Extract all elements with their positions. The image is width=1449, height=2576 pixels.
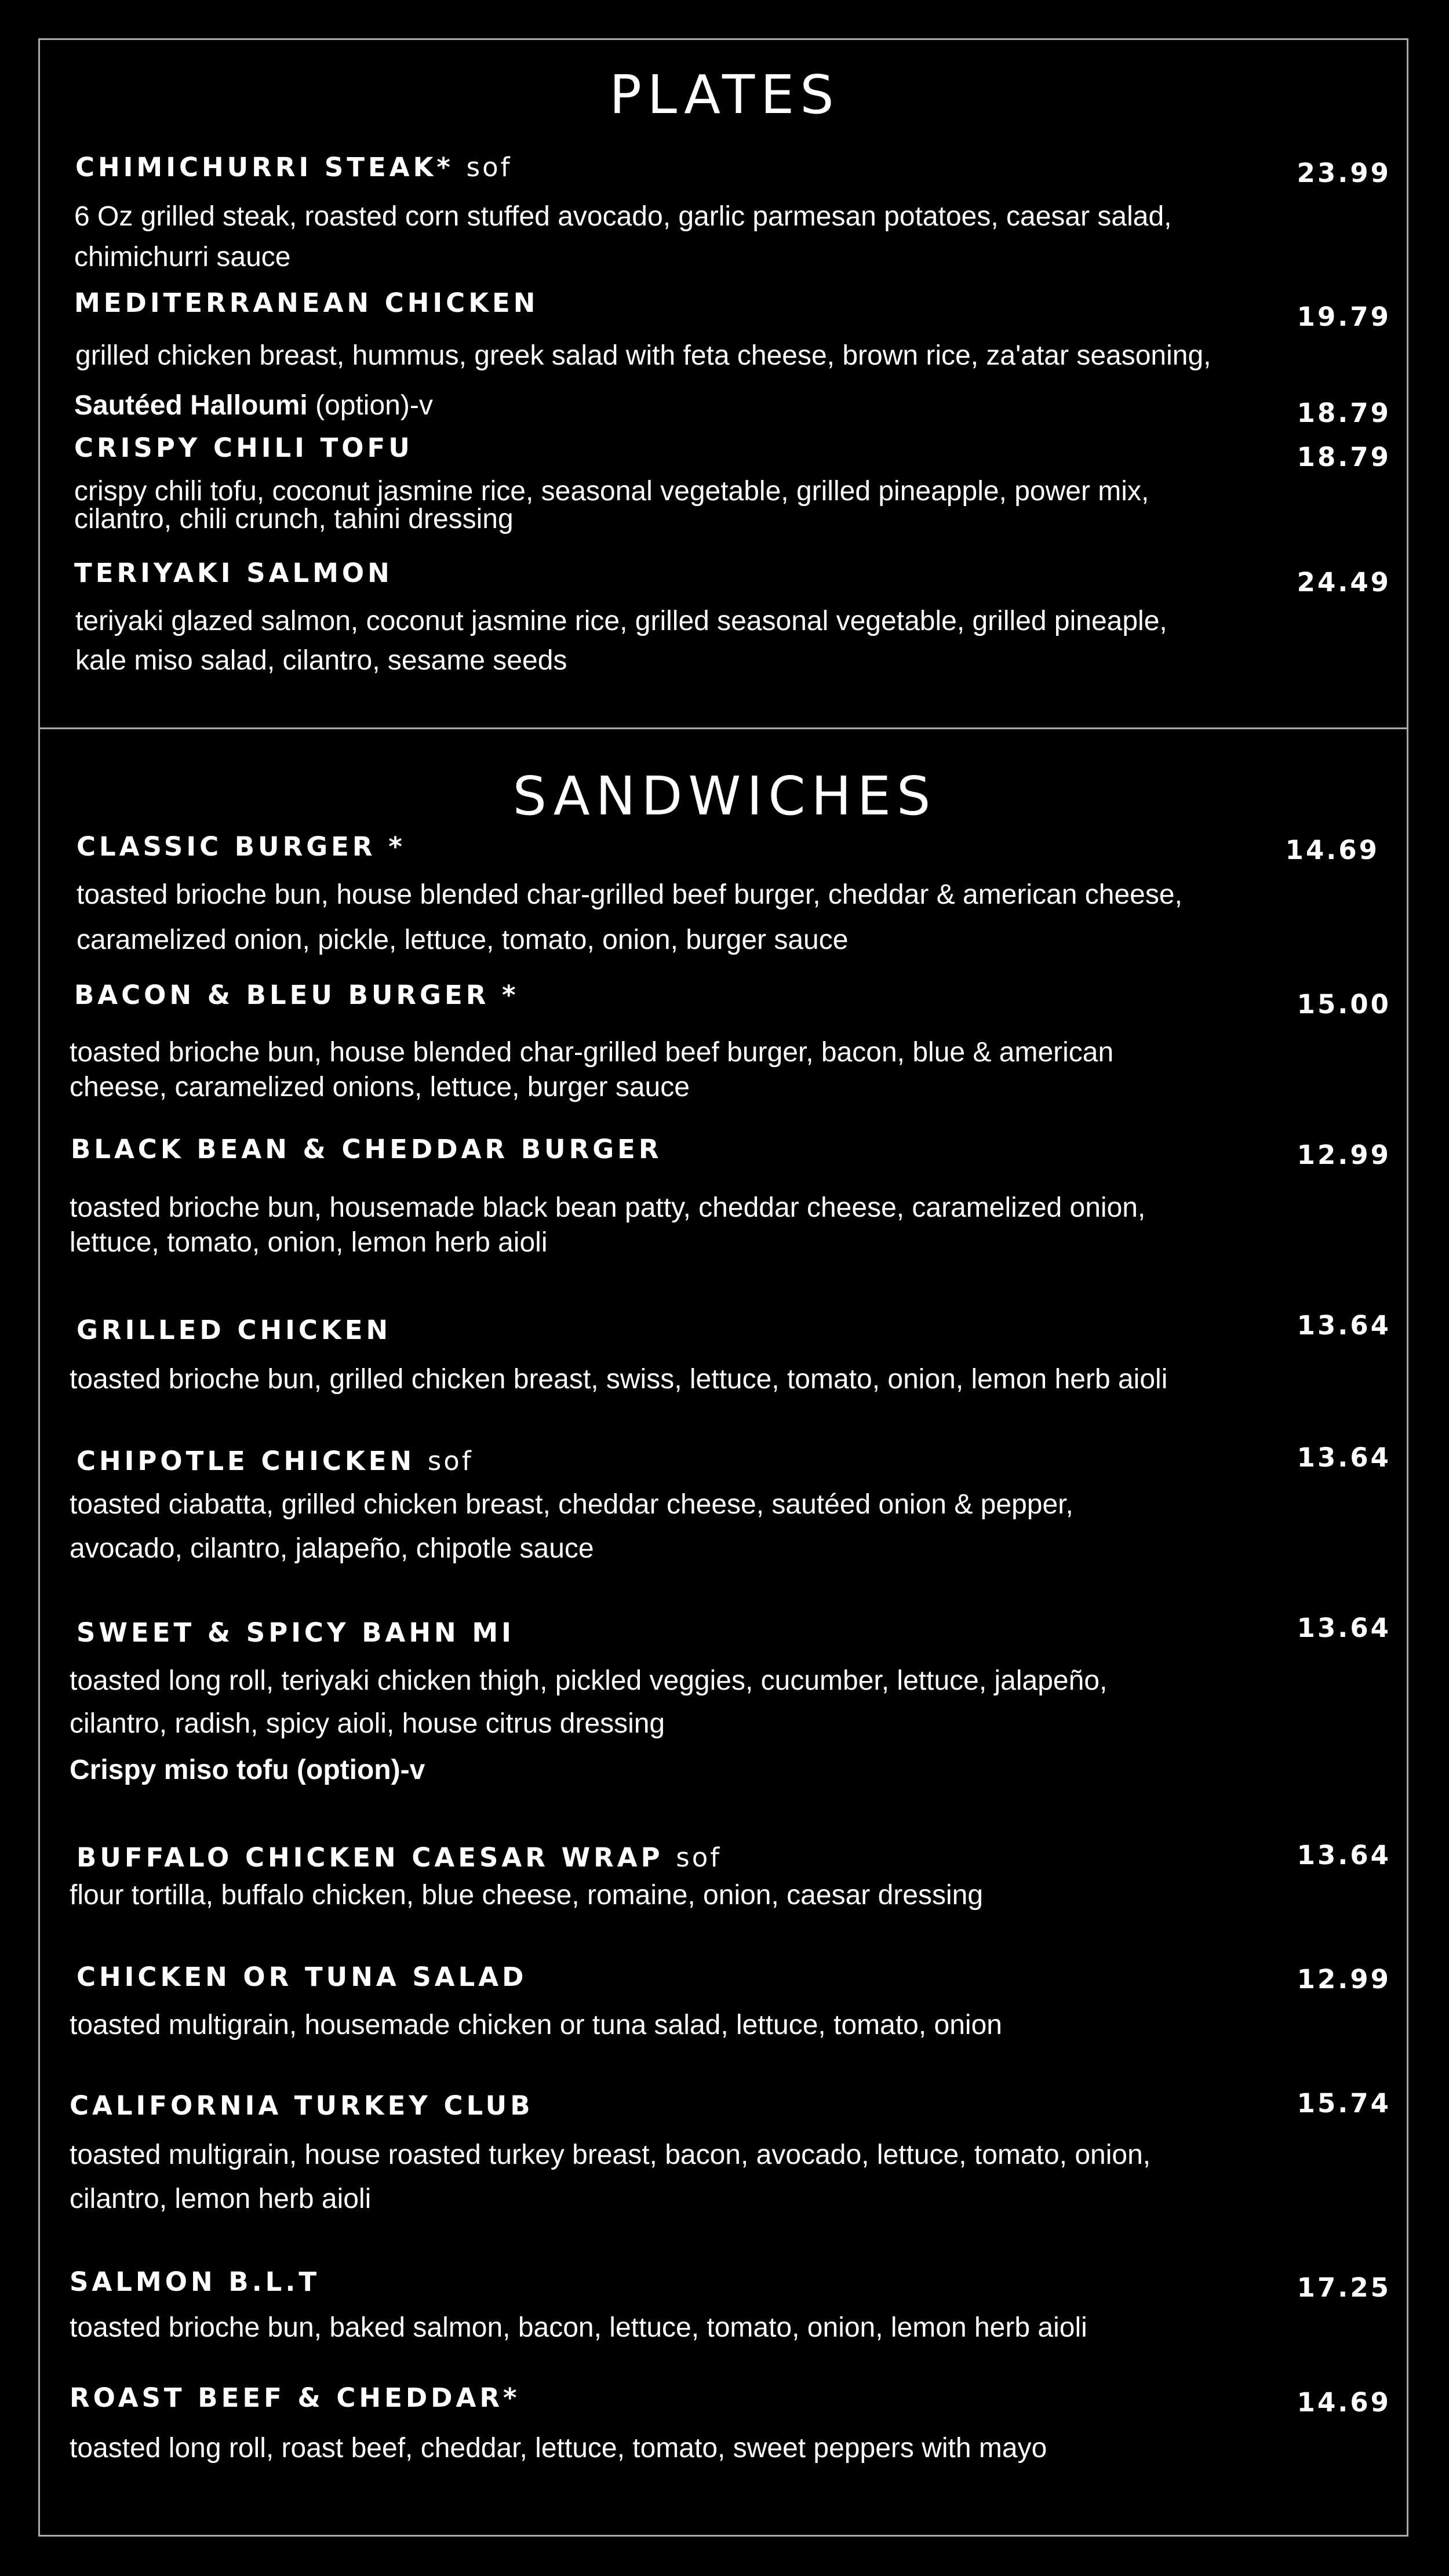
item-desc-line: toasted brioche bun, house blended char-grilled beef burger, cheddar & american cheese, xyxy=(77,879,1182,910)
item-name-bacon-bleu-burger: BACON & BLEU BURGER * xyxy=(74,980,519,1010)
item-name-california-turkey-club: CALIFORNIA TURKEY CLUB xyxy=(70,2090,534,2121)
item-name-black-bean-burger: BLACK BEAN & CHEDDAR BURGER xyxy=(71,1134,662,1165)
item-desc-line: cheese, caramelized onions, lettuce, burger sauce xyxy=(70,1072,690,1103)
item-price: 15.00 xyxy=(1297,989,1391,1020)
item-desc-line: cilantro, lemon herb aioli xyxy=(70,2184,372,2214)
item-price: 13.64 xyxy=(1297,1442,1391,1473)
item-desc-line: toasted long roll, roast beef, cheddar, lettuce, tomato, sweet peppers with mayo xyxy=(70,2433,1047,2464)
item-price: 19.79 xyxy=(1297,301,1391,332)
item-price: 14.69 xyxy=(1285,835,1379,865)
item-desc-line: lettuce, tomato, onion, lemon herb aioli xyxy=(70,1227,548,1258)
item-desc-line: flour tortilla, buffalo chicken, blue cheese, romaine, onion, caesar dressing xyxy=(70,1880,984,1911)
item-desc-line: toasted brioche bun, baked salmon, bacon, lettuce, tomato, onion, lemon herb aioli xyxy=(70,2312,1087,2343)
item-price: 12.99 xyxy=(1297,1140,1391,1170)
plates-title: PLATES xyxy=(609,64,840,126)
item-price: 23.99 xyxy=(1297,158,1391,188)
item-price: 18.79 xyxy=(1297,442,1391,472)
item-price: 13.64 xyxy=(1297,1613,1391,1643)
item-price: 15.74 xyxy=(1297,2088,1391,2119)
item-name-salmon-blt: SALMON B.L.T xyxy=(70,2266,321,2297)
item-desc-line: crispy chili tofu, coconut jasmine rice, seasonal vegetable, grilled pineapple, power mix, xyxy=(74,476,1149,507)
item-price: 14.69 xyxy=(1297,2387,1391,2418)
item-desc-line: toasted brioche bun, grilled chicken breast, swiss, lettuce, tomato, onion, lemon herb aioli xyxy=(70,1364,1168,1395)
item-name-mediterranean-chicken: MEDITERRANEAN CHICKEN xyxy=(74,288,539,318)
section-divider xyxy=(38,727,1408,729)
item-price: 24.49 xyxy=(1297,567,1391,598)
item-desc-line: toasted multigrain, housemade chicken or tuna salad, lettuce, tomato, onion xyxy=(70,2010,1002,2040)
item-option-halloumi: Sautéed Halloumi (option)-v xyxy=(74,390,433,421)
item-option-miso-tofu: Crispy miso tofu (option)-v xyxy=(70,1755,425,1785)
item-name-chicken-tuna-salad: CHICKEN OR TUNA SALAD xyxy=(77,1962,527,1992)
item-desc-line: cilantro, chili crunch, tahini dressing xyxy=(74,504,514,534)
sandwiches-title: SANDWICHES xyxy=(512,765,937,827)
item-price: 17.25 xyxy=(1297,2272,1391,2303)
item-desc-line: kale miso salad, cilantro, sesame seeds xyxy=(75,645,567,676)
item-price: 13.64 xyxy=(1297,1310,1391,1341)
item-price: 12.99 xyxy=(1297,1964,1391,1995)
item-name-sweet-spicy-bahn-mi: SWEET & SPICY BAHN MI xyxy=(77,1617,515,1648)
item-desc-line: avocado, cilantro, jalapeño, chipotle sauce xyxy=(70,1533,594,1564)
item-desc-line: caramelized onion, pickle, lettuce, tomato, onion, burger sauce xyxy=(77,925,849,955)
item-desc-line: chimichurri sauce xyxy=(74,242,291,272)
item-name-grilled-chicken: GRILLED CHICKEN xyxy=(77,1315,392,1345)
item-desc-line: grilled chicken breast, hummus, greek salad with feta cheese, brown rice, za'atar seasoning, xyxy=(75,340,1211,371)
item-name-chimichurri-steak: CHIMICHURRI STEAK* sof xyxy=(75,152,512,183)
item-desc-line: toasted multigrain, house roasted turkey breast, bacon, avocado, lettuce, tomato, onion, xyxy=(70,2140,1151,2170)
item-desc-line: toasted brioche bun, house blended char-grilled beef burger, bacon, blue & american xyxy=(70,1037,1114,1068)
item-desc-line: 6 Oz grilled steak, roasted corn stuffed avocado, garlic parmesan potatoes, caesar salad, xyxy=(74,201,1172,232)
item-name-roast-beef-cheddar: ROAST BEEF & CHEDDAR* xyxy=(70,2382,520,2413)
item-price: 13.64 xyxy=(1297,1840,1391,1871)
item-desc-line: toasted brioche bun, housemade black bean patty, cheddar cheese, caramelized onion, xyxy=(70,1192,1146,1223)
item-name-crispy-chili-tofu: CRISPY CHILI TOFU xyxy=(74,432,413,463)
item-desc-line: toasted ciabatta, grilled chicken breast, cheddar cheese, sautéed onion & pepper, xyxy=(70,1489,1073,1520)
item-desc-line: cilantro, radish, spicy aioli, house citrus dressing xyxy=(70,1708,665,1739)
item-name-chipotle-chicken: CHIPOTLE CHICKEN sof xyxy=(77,1446,474,1476)
item-name-classic-burger: CLASSIC BURGER * xyxy=(77,831,406,862)
option-price: 18.79 xyxy=(1297,398,1391,428)
item-name-buffalo-chicken-wrap: BUFFALO CHICKEN CAESAR WRAP sof xyxy=(77,1842,722,1873)
item-desc-line: teriyaki glazed salmon, coconut jasmine rice, grilled seasonal vegetable, grilled pineaple, xyxy=(75,606,1167,636)
item-name-teriyaki-salmon: TERIYAKI SALMON xyxy=(74,558,393,588)
item-desc-line: toasted long roll, teriyaki chicken thigh, pickled veggies, cucumber, lettuce, jalapeño, xyxy=(70,1665,1108,1696)
